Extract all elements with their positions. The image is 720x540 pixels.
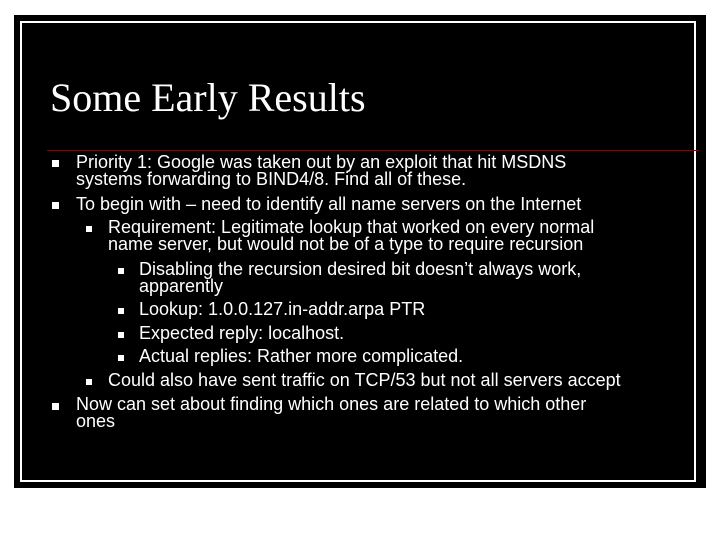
bullet-actual-replies: Actual replies: Rather more complicated.	[139, 346, 464, 366]
bullet-priority-line-2: systems forwarding to BIND4/8. Find all of these.	[76, 169, 467, 189]
square-bullet-icon	[118, 308, 124, 314]
square-bullet-icon	[52, 202, 59, 209]
square-bullet-icon	[52, 403, 59, 410]
square-bullet-icon	[52, 160, 59, 167]
bullet-lookup: Lookup: 1.0.0.127.in-addr.arpa PTR	[139, 299, 426, 319]
slide-title: Some Early Results	[50, 75, 366, 120]
square-bullet-icon	[86, 226, 92, 232]
bullet-begin: To begin with – need to identify all name servers on the Internet	[76, 194, 582, 214]
bullet-tcp: Could also have sent traffic on TCP/53 but not all servers accept	[108, 370, 621, 390]
bullet-finding-line-2: ones	[76, 411, 116, 431]
bullet-disabling-line-1: Disabling the recursion desired bit doesn’t always work,	[139, 259, 582, 279]
square-bullet-icon	[118, 355, 124, 361]
bullet-finding-line-1: Now can set about finding which ones are related to which other	[76, 394, 587, 414]
square-bullet-icon	[118, 268, 124, 274]
square-bullet-icon	[118, 332, 124, 338]
bullet-requirement-line-1: Requirement: Legitimate lookup that worked on every normal	[108, 217, 595, 237]
square-bullet-icon	[86, 379, 92, 385]
slide	[15, 16, 705, 487]
bullet-expected-reply: Expected reply: localhost.	[139, 323, 345, 343]
title-divider	[47, 150, 699, 151]
bullet-priority-line-1: Priority 1: Google was taken out by an exploit that hit MSDNS	[76, 152, 567, 172]
bullet-requirement-line-2: name server, but would not be of a type to require recursion	[108, 234, 584, 254]
bullet-disabling-line-2: apparently	[139, 276, 224, 296]
